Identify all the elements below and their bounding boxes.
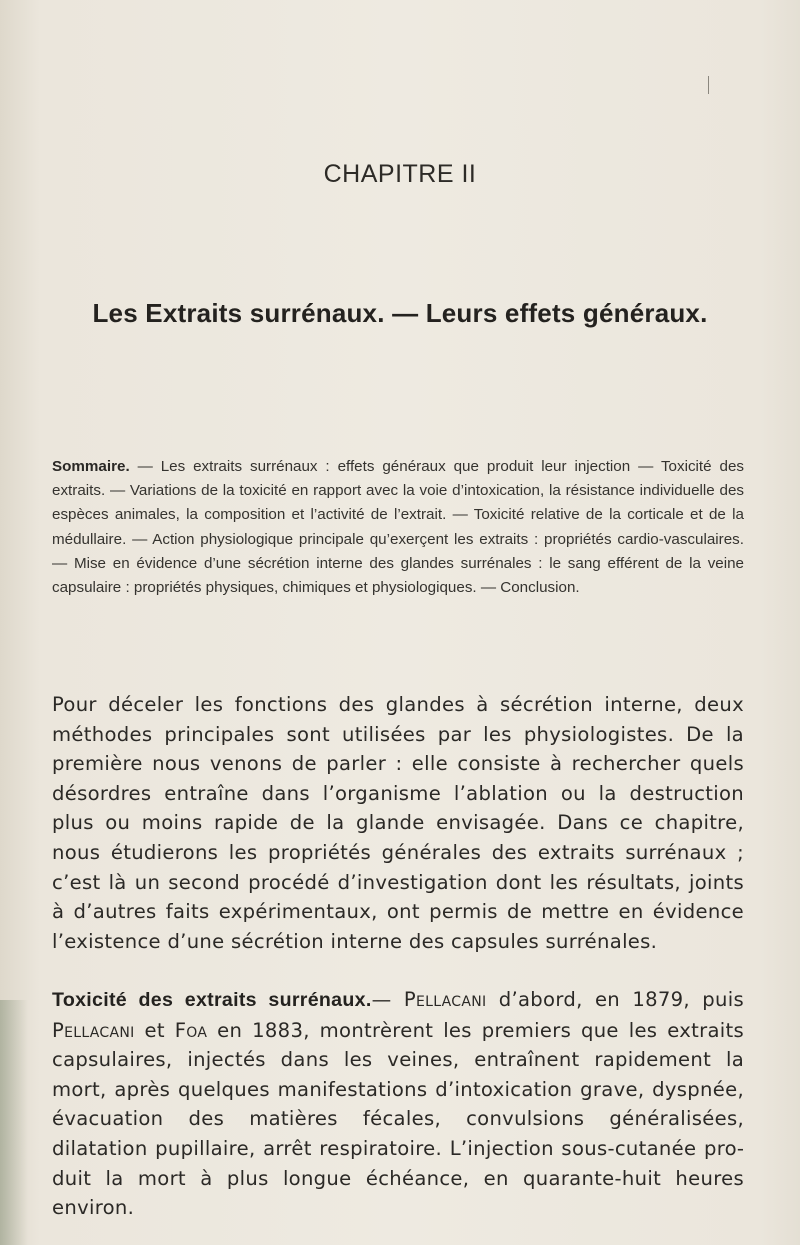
author-name: Pellacani: [52, 1018, 135, 1042]
section-heading: Toxicité des extraits surrénaux.: [52, 989, 372, 1011]
author-name: Foa: [174, 1018, 208, 1042]
summary-text: — Les extraits surrénaux : effets généraux que produit leur injection — Toxicité des extraits. — Variations de la toxicité en rapport avec la voie d’intoxication, la résistance individuelle des espèces animales, la composition et l’activité de l’extrait. — Toxicité relative de la corticale et de la médullaire. — Action physiologique principale qu’exerçent les extraits : propriétés cardio-vasculaires. — Mise en évidence d’une sécrétion interne des glandes surrénales : le sang efférent de la veine capsulaire : propriétés physiques, chimiques et physiologiques. — Conclusion.: [52, 458, 744, 597]
paragraph2-text-3: et: [134, 1018, 175, 1042]
chapter-title: Les Extraits surrénaux. — Leurs effets généraux.: [92, 298, 708, 328]
author-name: Pellacani: [403, 988, 487, 1011]
summary-lead: Sommaire.: [52, 458, 130, 475]
paragraph2-text-4: en 1883, montrèrent les premiers que les extraits capsulaires, injectés dans les veines, entraînent rapidement la mort, après quelques manifestations d’intoxication grave, dyspnée, évacuation des matières fécales, convulsions généralisées, dilatation pupillaire, arrêt respiratoire. L’injection sous-cutanée produit la mort à plus longue échéance, en quarante-huit heures environ.: [52, 1018, 744, 1220]
chapter-heading: CHAPITRE II: [323, 160, 477, 188]
page-edge-shadow: [0, 1000, 28, 1245]
print-mark: [708, 76, 709, 94]
chapter-summary: [52, 455, 744, 600]
paragraph2-text-1: —: [371, 988, 404, 1011]
body-paragraph-2: [52, 985, 744, 1223]
body-paragraph-1: Pour déceler les fonctions des glandes à sécrétion interne, deux méthodes principales sont utilisées par les physiologistes. De la première nous venons de parler : elle consiste à rechercher quels désordres entraîne dans l’organisme l’ablation ou la destruction plus ou moins rapide de la glande envisagée. Dans ce chapitre, nous étudierons les propriétés générales des extraits surrénaux ; c’est là un second procédé d’investigation dont les résultats, joints à d’autres faits expérimentaux, ont permis de mettre en évidence l’existence d’une sécrétion interne des capsules surrénales.: [52, 693, 744, 953]
paragraph2-text-2: d’abord, en 1879, puis: [486, 988, 744, 1011]
